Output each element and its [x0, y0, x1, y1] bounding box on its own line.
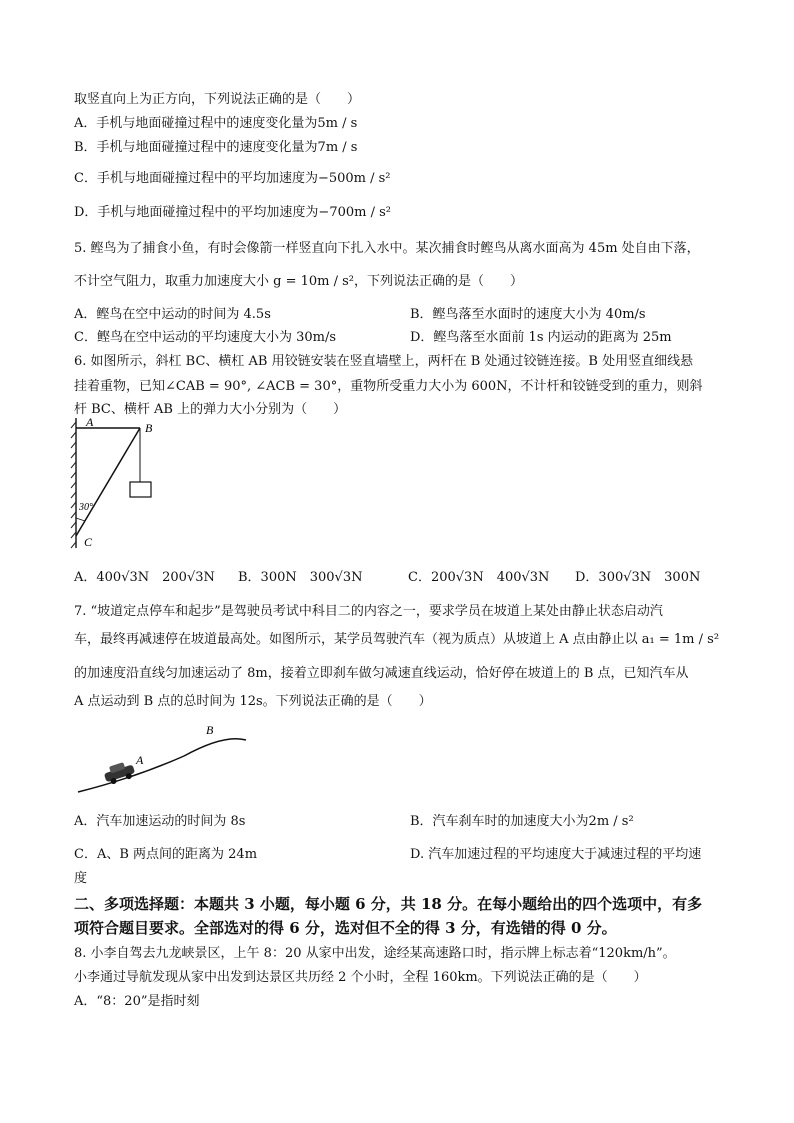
section2-heading-line1: 二、多项选择题：本题共 3 小题，每小题 6 分，共 18 分。在每小题给出的四个选项中，有多 — [74, 895, 703, 913]
q7-figure — [74, 718, 264, 798]
q4-option-b: B．手机与地面碰撞过程中的速度变化量为7m / s — [74, 140, 358, 155]
q6-figure — [68, 414, 178, 554]
q5-stem-line1: 5. 鲣鸟为了捕食小鱼，有时会像箭一样竖直向下扎入水中。某次捕食时鲣鸟从离水面高为 45m 处自由下落， — [74, 241, 700, 256]
q7-option-b: B．汽车刹车时的加速度大小为2m / s² — [410, 814, 634, 829]
q8-stem-line2: 小李通过导航发现从家中出发到达景区共历经 2 个小时，全程 160km。下列说法正确的是（ ） — [74, 970, 647, 985]
q5-option-d: D．鲣鸟落至水面前 1s 内运动的距离为 25m — [410, 330, 672, 345]
q4-option-a: A．手机与地面碰撞过程中的速度变化量为5m / s — [74, 116, 358, 131]
q6-option-c: C．200√3N 400√3N — [408, 570, 550, 585]
q7-stem-line3: 的加速度沿直线匀加速运动了 8m，接着立即刹车做匀减速直线运动，恰好停在坡道上的 B 点，已知汽车从 — [74, 666, 689, 681]
q7-option-d-wrap: 度 — [74, 871, 88, 886]
q4-stem: 取竖直向上为正方向，下列说法正确的是（ ） — [74, 92, 361, 107]
q8-stem-line1: 8. 小李自驾去九龙峡景区，上午 8：20 从家中出发，途经某高速路口时，指示牌上标志着“120km/h”。 — [74, 946, 676, 961]
q7-stem-line1: 7. “坡道定点停车和起步”是驾驶员考试中科目二的内容之一，要求学员在坡道上某处由静止状态启动汽 — [74, 604, 663, 619]
q6-stem-line3: 杆 BC、横杆 AB 上的弹力大小分别为（ ） — [74, 402, 347, 417]
q6-stem-line1: 6. 如图所示，斜杠 BC、横杠 AB 用铰链安装在竖直墙壁上，两杆在 B 处通过铰链连接。B 处用竖直细线悬 — [74, 354, 694, 369]
q8-option-a: A．“8：20”是指时刻 — [74, 994, 200, 1009]
wall-hatching — [71, 418, 76, 548]
car-icon — [102, 760, 136, 786]
label-b: B — [145, 421, 153, 435]
q4-option-c: C．手机与地面碰撞过程中的平均加速度为−500m / s² — [74, 171, 391, 186]
q7-option-a: A．汽车加速运动的时间为 8s — [74, 814, 246, 829]
q7-stem-line4: A 点运动到 B 点的总时间为 12s。下列说法正确的是（ ） — [74, 694, 432, 709]
q6-stem-line2: 挂着重物，已知∠CAB = 90°, ∠ACB = 30°，重物所受重力大小为 600N，不计杆和铰链受到的重力，则斜 — [74, 379, 703, 394]
q6-option-d: D．300√3N 300N — [575, 570, 701, 585]
q5-option-a: A．鲣鸟在空中运动的时间为 4.5s — [74, 307, 271, 322]
q6-option-a: A．400√3N 200√3N — [74, 570, 215, 585]
q4-option-d: D．手机与地面碰撞过程中的平均加速度为−700m / s² — [74, 205, 391, 220]
label-b: B — [206, 723, 214, 737]
label-angle: 30° — [79, 502, 93, 513]
angle-arc — [76, 518, 85, 521]
label-a: A — [86, 415, 94, 429]
q5-option-b: B．鲣鸟落至水面时的速度大小为 40m/s — [410, 307, 646, 322]
q6-option-b: B．300N 300√3N — [238, 570, 363, 585]
label-a: A — [136, 753, 144, 767]
q7-option-d: D. 汽车加速过程的平均速度大于减速过程的平均速 — [410, 847, 702, 862]
hanging-weight — [130, 482, 151, 497]
q5-option-c: C．鲣鸟在空中运动的平均速度大小为 30m/s — [74, 330, 336, 345]
q5-stem-line2: 不计空气阻力，取重力加速度大小 g = 10m / s²，下列说法正确的是（ ） — [74, 274, 524, 289]
q7-option-c: C．A、B 两点间的距离为 24m — [74, 847, 258, 862]
section2-heading-line2: 项符合题目要求。全部选对的得 6 分，选对但不全的得 3 分，有选错的得 0 分。 — [74, 919, 617, 937]
q7-stem-line2: 车，最终再减速停在坡道最高处。如图所示，某学员驾驶汽车（视为质点）从坡道上 A 点由静止以 a₁ = 1m / s² — [74, 632, 720, 647]
slope-curve — [78, 739, 246, 792]
label-c: C — [84, 535, 93, 549]
